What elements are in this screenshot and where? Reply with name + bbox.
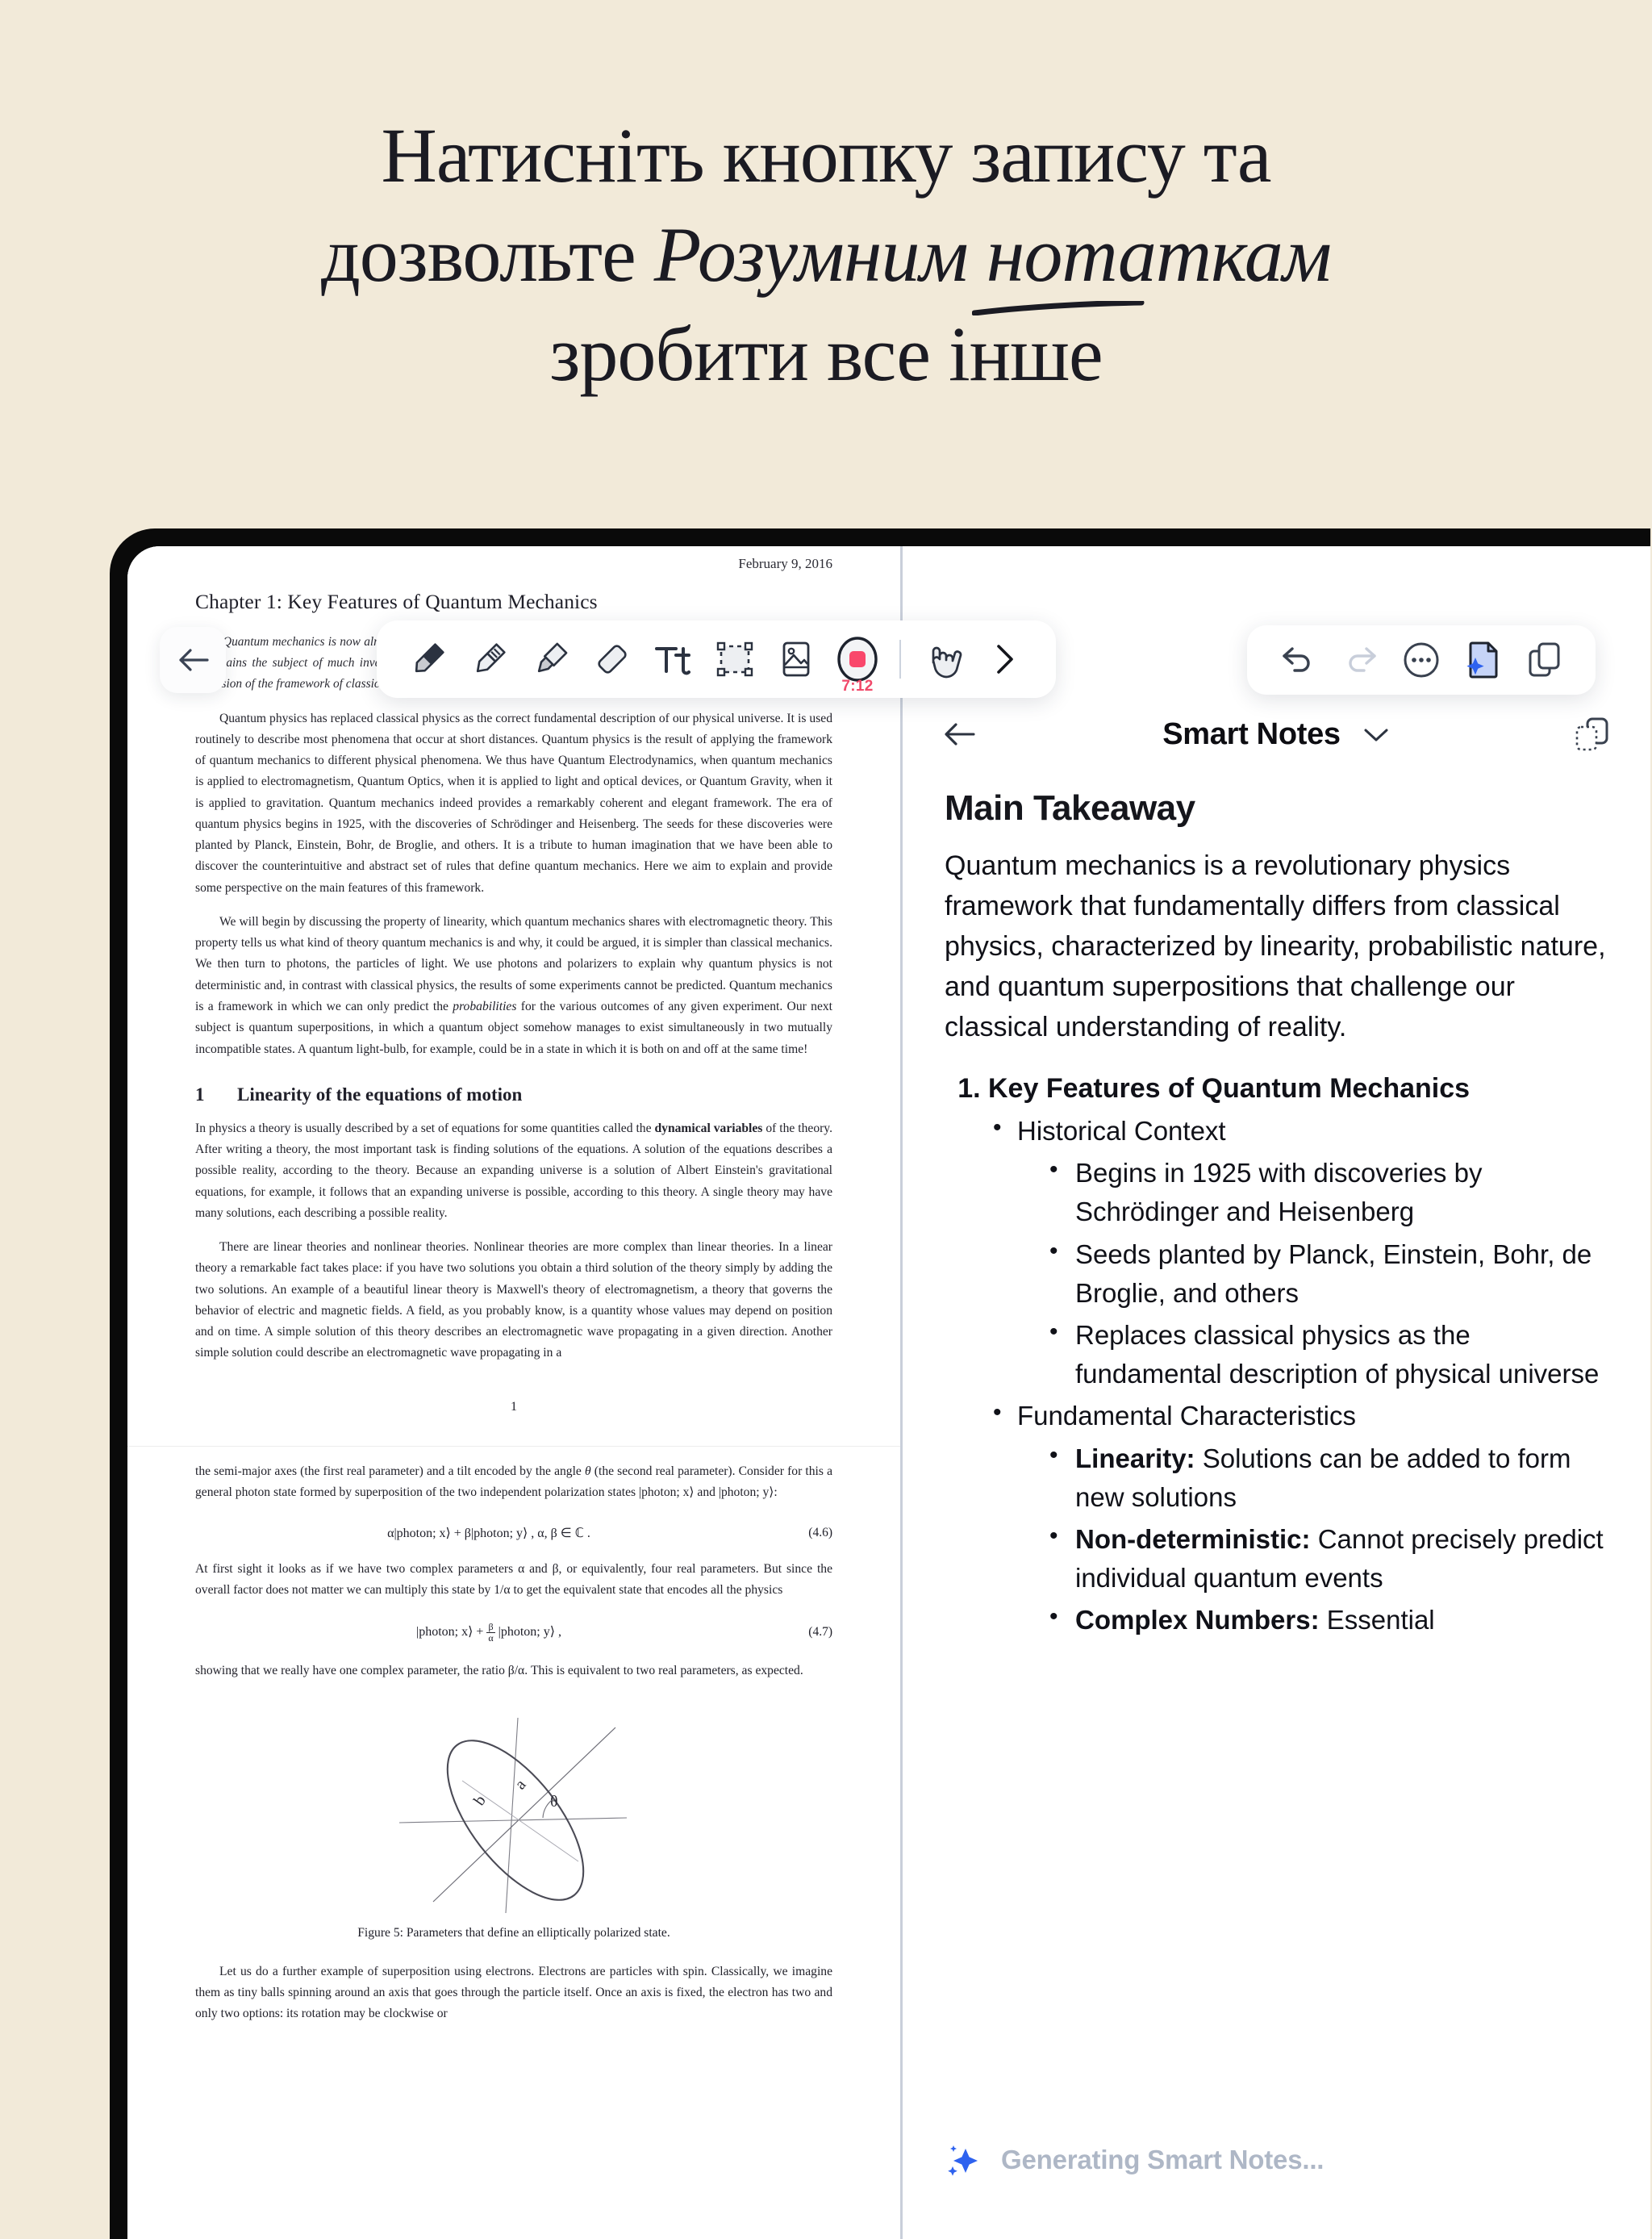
smart-notes-content[interactable]	[903, 788, 1650, 2079]
redo-icon	[1341, 644, 1379, 676]
ellipsis-circle-icon	[1401, 640, 1441, 680]
arrow-left-icon	[941, 719, 978, 750]
list-item: • Seeds planted by Planck, Einstein, Bohr, de Broglie, and others	[1046, 1235, 1608, 1313]
image-tool-button[interactable]	[766, 628, 827, 691]
list-item: • Historical Context • Begins in 1925 with discoveries by Schrödinger and Heisenberg • Seeds planted by Planck, Einstein, Bohr, de Broglie, and others • Replaces classical physics as the fundamental description of physical universe	[988, 1112, 1608, 1393]
document-date: February 9, 2016	[738, 556, 832, 571]
smart-notes-heading: Main Takeaway	[945, 788, 1195, 828]
tablet-screen	[127, 546, 1650, 2239]
document-paragraph-7: showing that we really have one complex parameter, the ratio β/α. This is equivalent to two real parameters, as expected.	[195, 1664, 803, 1678]
list-item: • Complex Numbers: Essential	[1046, 1601, 1608, 1640]
selection-tool-button[interactable]	[704, 628, 766, 691]
equation-4-7: |photon; x⟩ + $\frac{\beta}{\alpha}$ |photon; y⟩ , (4.7)	[416, 1621, 832, 1644]
outline-sublist	[1017, 1154, 1608, 1393]
list-item: • Linearity: Solutions can be added to form new solutions	[1046, 1439, 1608, 1517]
highlighter-icon	[529, 637, 573, 681]
promo-headline	[0, 0, 1652, 404]
document-abstract: Quantum mechanics is now remains the subject of much of the framework of classical	[206, 635, 390, 691]
pencil-icon	[468, 637, 511, 681]
headline-line-1: Натисніть кнопку запису та	[381, 112, 1271, 198]
headline-emphasis: Розумним нотаткам	[654, 211, 1331, 298]
toolbar-expand-button[interactable]	[974, 628, 1035, 691]
list-item: • Fundamental Characteristics • Linearity: Solutions can be added to form new solutions • Non-deterministic: Cannot precisely predict individual quantum events • Complex Numbers: Essential	[988, 1397, 1608, 1640]
eraser-tool-button[interactable]	[582, 628, 643, 691]
generating-status	[945, 2141, 1324, 2179]
smart-notes-header	[903, 698, 1650, 771]
record-stop-icon	[834, 636, 881, 683]
pages-button[interactable]	[1513, 631, 1575, 689]
hand-icon	[922, 638, 964, 680]
record-tool-button[interactable]	[827, 628, 888, 695]
sparkle-icon	[945, 2141, 983, 2179]
split-view-icon	[1571, 714, 1612, 754]
chevron-right-icon	[988, 640, 1020, 679]
document-page-2	[127, 1446, 900, 2239]
outline-sublist	[1017, 1439, 1608, 1640]
undo-icon	[1279, 644, 1318, 676]
ellipse-polarization-sketch-icon	[385, 1703, 643, 1921]
drawing-toolbar[interactable]	[377, 620, 1056, 698]
more-button[interactable]	[1391, 631, 1452, 689]
figure-label-b: b	[470, 1791, 490, 1809]
smart-notes-outline	[948, 1069, 1608, 1640]
document-paragraph-1: Quantum physics has replaced classical physics as the correct fundamental description of our physical universe. It is used routinely to describe most phenomena that occur at short distances. Quantum physics is the result of applying the framework of quantum mechanics to different physical phenomena. We thus have Quantum Electrodynamics, when quantum mechanics is applied to electromagnetism, Quantum Optics, when it is applied to light and optical devices, or Quantum Gravity, when it is applied to gravitation. Quantum mechanics indeed provides a remarkably coherent and elegant framework. The era of quantum physics begins in 1925, with the discoveries of Schrödinger and Heisenberg. The seeds for these discoveries were planted by Planck, Einstein, Bohr, de Broglie, and others. It is a tribute to human imagination that we have been able to discover the counterintuitive and abstract set of rules that define quantum mechanics. Here we aim to explain and provide some perspective on the main features of this framework.	[195, 711, 832, 895]
text-tt-icon	[652, 637, 695, 681]
undo-button[interactable]	[1268, 631, 1329, 689]
editor-actions-toolbar[interactable]	[1247, 625, 1596, 695]
ai-document-button[interactable]	[1452, 631, 1513, 689]
outline-sublist	[988, 1112, 1608, 1640]
list-item: • Begins in 1925 with discoveries by Schrödinger and Heisenberg	[1046, 1154, 1608, 1231]
equation-4-6: α|photon; x⟩ + β|photon; y⟩ , α, β ∈ ℂ . (4.6)	[387, 1525, 832, 1540]
smart-notes-title: Smart Notes	[1162, 716, 1341, 751]
ai-document-sparkle-icon	[1462, 639, 1503, 681]
figure-label-a: a	[511, 1775, 530, 1793]
pencil-tool-button[interactable]	[459, 628, 520, 691]
smart-notes-summary: Quantum mechanics is a revolutionary physics framework that fundamentally differs from classical physics, characterized by linearity, probabilistic nature, and quantum superpositions that challenge our classical understanding of reality.	[945, 850, 1606, 1042]
toolbar-separator	[899, 640, 901, 679]
headline-line-2-prefix: дозвольте	[320, 211, 654, 298]
arrow-left-icon	[174, 644, 211, 676]
document-page-number: 1	[511, 1399, 517, 1414]
smart-notes-title-group[interactable]	[991, 717, 1562, 752]
document-paragraph-4: There are linear theories and nonlinear theories. Nonlinear theories are more complex than linear theories. In a linear theory a remarkable fact takes place: if you have two solutions you obtain a third solution of the theory simply by adding the two solutions. An example of a beautiful linear theory is Maxwell's theory of electromagnetism, a theory that governs the behavior of electric and magnetic fields. A field, as you probably know, is a quantity whose values may depend on position and on time. A simple solution of this theory describes an electromagnetic wave propagating in a given direction. Another simple solution could describe an electromagnetic wave propagating in a	[195, 1240, 832, 1360]
text-tool-button[interactable]	[643, 628, 704, 691]
document-paragraph-8: Let us do a further example of superposition using electrons. Electrons are particles with spin. Classically, we imagine them as tiny balls spinning around an axis that goes through the particle itself. Once an axis is fixed, the electron has two and only two options: its rotation may be clockwise or	[195, 1964, 832, 2021]
document-pane[interactable]	[127, 546, 900, 2239]
redo-button[interactable]	[1329, 631, 1391, 689]
document-paragraph-6: At first sight it looks as if we have two complex parameters α and β, or equivalently, four real parameters. But since the overall factor does not matter we can multiply this state by 1/α to get the equivalent state that encodes all the physics	[195, 1561, 832, 1597]
smart-notes-pane[interactable]	[903, 546, 1650, 2239]
tablet-device-frame	[110, 528, 1650, 2239]
generating-label: Generating Smart Notes...	[1001, 2145, 1325, 2174]
hand-tool-button[interactable]	[912, 628, 974, 691]
pen-icon	[407, 637, 450, 681]
figure-label-theta: θ	[550, 1792, 558, 1811]
lasso-select-icon	[713, 637, 757, 681]
document-paragraph-3: In physics a theory is usually described by a set of equations for some quantities called the dynamical variables of the theory. After writing a theory, the most important task is finding solutions of the equations. A solution of the equations describes a possible reality, according to the theory. Because an expanding universe is a solution of Albert Einstein's gravitational equations, for example, it follows that an expanding universe is possible, according to this theory. A single theory may have many solutions, each describing a possible reality.	[195, 1121, 832, 1220]
smart-notes-layout-button[interactable]	[1562, 714, 1612, 754]
headline-line-2	[0, 206, 1652, 305]
smart-notes-back-button[interactable]	[941, 719, 991, 750]
list-item: • Non-deterministic: Cannot precisely predict individual quantum events	[1046, 1520, 1608, 1598]
chevron-down-icon[interactable]	[1362, 725, 1391, 744]
eraser-icon	[590, 637, 634, 681]
highlighter-tool-button[interactable]	[520, 628, 582, 691]
headline-line-3: зробити все інше	[549, 310, 1103, 397]
image-icon	[774, 637, 818, 681]
document-paragraph-5: the semi-major axes (the first real parameter) and a tilt encoded by the angle θ (the second real parameter). Consider for this a general photon state formed by superposition of the two independent polarization states |photon; x⟩ and |photon; y⟩:	[195, 1464, 832, 1500]
figure-5-caption: Figure 5: Parameters that define an elliptically polarized state.	[357, 1925, 670, 1940]
document-back-button[interactable]	[160, 627, 226, 693]
document-chapter-title: Chapter 1: Key Features of Quantum Mechanics	[195, 590, 598, 613]
document-paragraph-2: We will begin by discussing the property of linearity, which quantum mechanics shares with electromagnetic theory. This property tells us what kind of theory quantum mechanics is and why, it could be argued, it is simpler than classical mechanics. We then turn to photons, the particles of light. We use photons and polarizers to explain why quantum physics is not deterministic and, in contrast with classical physics, the results of some experiments cannot be predicted. Quantum mechanics is a framework in which we can only predict the probabilities for the various outcomes of any given experiment. Our next subject is quantum superpositions, in which a quantum object somehow manages to exist simultaneously in two mutually incompatible states. A quantum light-bulb, for example, could be in a state in which it is both on and off at the same time!	[195, 914, 832, 1056]
pen-tool-button[interactable]	[398, 628, 459, 691]
copy-pages-icon	[1524, 639, 1564, 681]
document-section-heading: 1 Linearity of the equations of motion	[195, 1084, 523, 1105]
list-item: • Replaces classical physics as the fundamental description of physical universe	[1046, 1316, 1608, 1393]
record-timer: 7:12	[841, 678, 874, 695]
figure-5-illustration	[195, 1703, 832, 1921]
outline-item-1: 1. Key Features of Quantum Mechanics • Historical Context • Begins in 1925 with discoveries by Schrödinger and Heisenberg • Seeds planted by Planck, Einstein, Bohr, de Broglie, and others • Replaces classical physics as the fundamental description of physical universe • Fundamental Characteristics • Linearity: Solutions can be added to form new solutions • Non-deterministic: Cannot precisely predict individual quantum events • Complex Numbers: Essential	[988, 1069, 1608, 1640]
